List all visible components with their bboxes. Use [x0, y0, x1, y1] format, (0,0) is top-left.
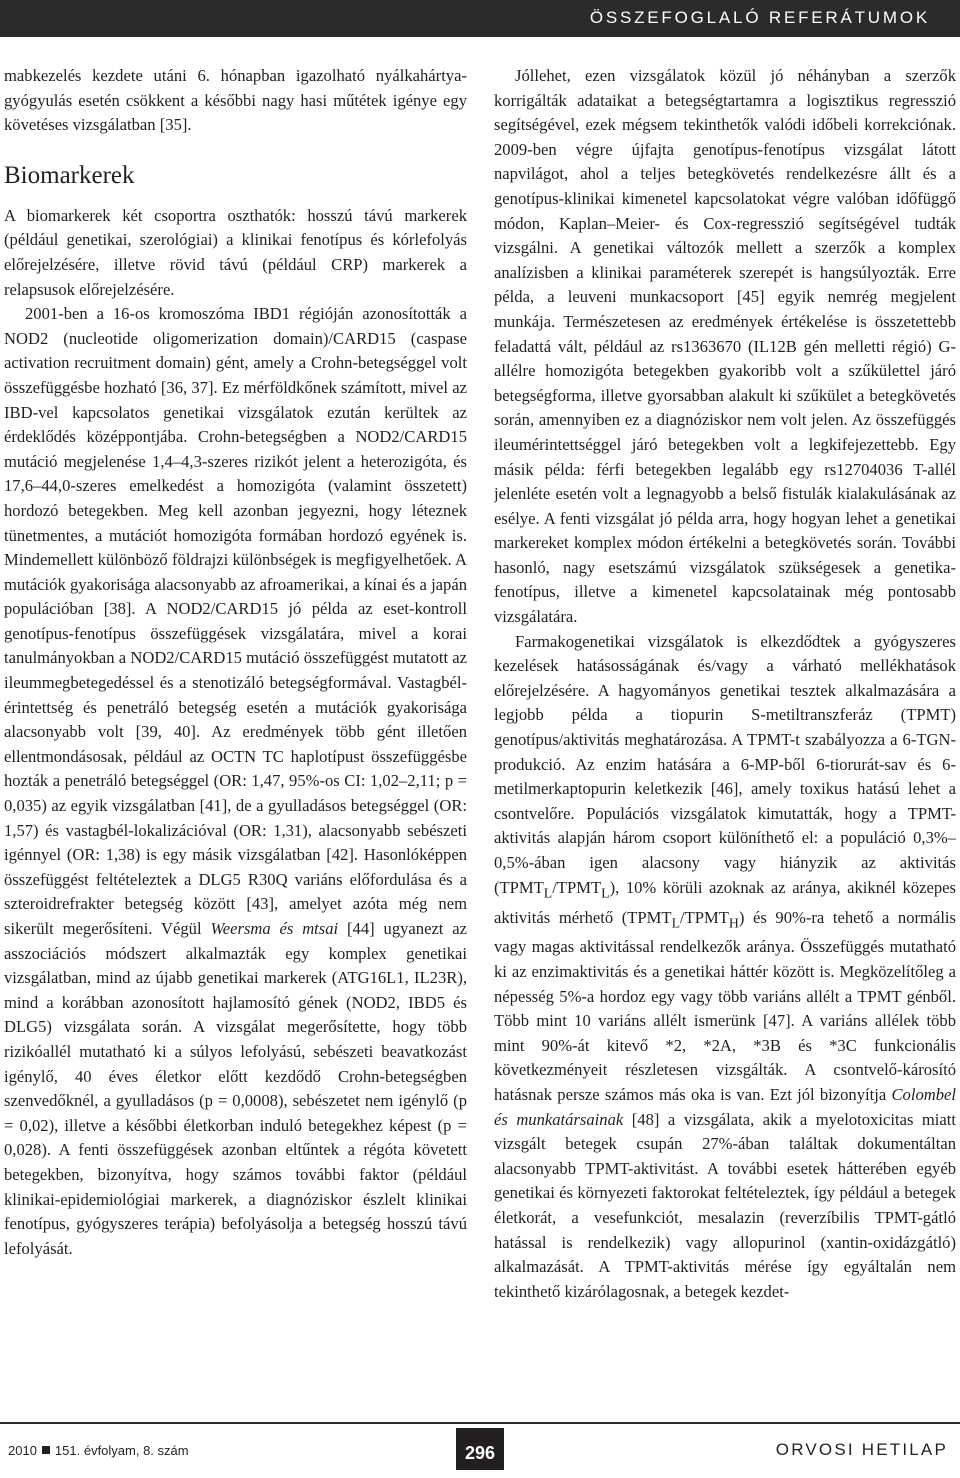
section-title: ÖSSZEFOGLALÓ REFERÁTUMOK: [589, 8, 930, 27]
right-column: [494, 64, 956, 1414]
pharmaco-slash-a: /TPMT: [552, 877, 602, 897]
paragraph-biomarkers-intro: A biomarkerek két csoportra oszthatók: hosszú távú markerek (például genetikai, szerológiai) a klinikai fenotípus és kórlefolyás előrejelzésére, illetve rövid távú (például CRP) markerek a relapsusok előrejelzésére.: [4, 205, 467, 299]
footer-issue-info: [8, 1443, 189, 1458]
pharmaco-slash-b: /TPMT: [680, 907, 729, 927]
left-column: [4, 64, 467, 1414]
header-bar: [0, 0, 960, 37]
footer-year: 2010: [8, 1443, 37, 1458]
subscript-l: L: [601, 884, 610, 900]
citation-italic: Colombel és munkatársainak: [494, 1084, 956, 1129]
page-number: 296: [456, 1428, 504, 1470]
subscript-l: L: [671, 914, 681, 930]
square-bullet-icon: [42, 1446, 50, 1454]
journal-name: ORVOSI HETILAP: [775, 1440, 948, 1459]
paragraph-nod2-end: [44] ugyanezt az asszociációs módszert alkalmazták egy komplex genetikai vizsgálatban, mind az újabb genetikai markerek (ATG16L1, IL23R), mind a korábban azonosított hajlamosító gének (NOD2, IBD5 és DLG5) vizsgálata során. A vizsgálat megerősítette, hogy több rizikóallél mutatható ki a súlyos lefolyású, sebészeti beavatkozást igénylő, 40 éves életkor előtt kezdődő Crohn-betegségben szenvedőknél, a gyulladásos (p = 0,0008), sebészetet nem igénylő (p = 0,02), illetve a későbbi életkorban induló betegekhez képest (p = 0,028). A fenti összefüggések azonban eltűntek a régóta követett betegekben, bizonyítva, hogy számos további faktor (például klinikai-epidemiológiai markerek, a diagnóziskor észlelt klinikai fenotípus, gyógyszeres terápia) befolyásolja a betegség hosszú távú lefolyását.: [4, 919, 467, 1258]
paragraph-genotype-phenotype: Jóllehet, ezen vizsgálatok közül jó néhányban a szerzők korrigálták adataikat a betegségtartamra a logisztikus regresszió segítségével, ezek mégsem tekinthetők valódi időbeli korrekciónak. 2009-ben végre újfajta genotípus-fenotípus vizsgálat látott napvilágot, ahol a teljes betegkövetés rendelkezésre állt és a genotípus-klinikai kimenetel kapcsolatokat végre valóban időfüggő módon, Kaplan–Meier- és Cox-regresszió segítségével tudták vizsgálni. A genetikai változók mellett a szerzők a komplex analízisben a klinikai paraméterek szerepét is hangsúlyozták. Erre példa, a leuveni munkacsoport [45] egyik nemrég megjelent munkája. Természetesen az eredmények értékelése is összetettebb feladattá vált, például az rs1363670 (IL12B gén melletti régió) G-allélre homozigóta betegekben gyakoribb volt a szűkülettel járó betegségforma, illetve gyorsabban alakult ki szűkület a betegkövetés során, amennyiben ez a diagnóziskor nem volt jelen. Az összefüggés ileumérintettséggel járó betegekben volt a legkifejezettebb. Egy másik példa: férfi betegekben legalább egy rs12704036 T-allél jelenléte esetén volt a legnagyobb a belső fistulák kialakulásának az esélye. A fenti vizsgálat jó példa arra, hogy hogyan lehet a genetikai markereket komplex módon értékelni a betegkövetés során. További hasonló, nagy esetszámú vizsgálatok szükségesek a genetika-fenotípus, illetve a kimenetel kapcsolatainak még pontosabb vizsgálatára.: [494, 66, 956, 627]
paragraph-continuation: mabkezelés kezdete utáni 6. hónapban igazolható nyálkahártya-gyógyulás esetén csökkent a későbbi nagy hasi műtétek igénye egy követéses vizsgálatban [35].: [4, 66, 467, 135]
pharmaco-text-d: [48] a vizsgálata, akik a myelotoxicitas miatt vizsgált betegek csupán 27%-ában találtak dokumentáltan alacsonyabb TPMT-aktivitást. A további esetek hátterében egyéb genetikai és környezeti faktorokat feltételeztek, így például a betegek életkorát, a vesefunkciót, mesalazin (reverzíbilis TPMT-gátló hatással is rendelkezik) vagy allopurinol (xantin-oxidázgátló) alkalmazását. A TPMT-aktivitás mérése így egyáltalán nem tekinthető kizárólagosnak, a betegek kezdet-: [494, 1109, 956, 1301]
paragraph-nod2-text: 2001-ben a 16-os kromoszóma IBD1 régióján azonosították a NOD2 (nucleotide oligomerization domain)/CARD15 (caspase activation recruitment domain) gént, amely a Crohn-betegséggel volt összefüggésbe hozható [36, 37]. Ez mérföldkőnek számított, mivel az IBD-vel kapcsolatos genetikai vizsgálatok ezután kerültek az érdeklődés középpontjába. Crohn-betegségben a NOD2/CARD15 mutáció megjelenése 1,4–4,3-szeres rizikót jelent a heterozigóta, és 17,6–44,0-szeres emelkedést a homozigóta (valamint összetett) hordozó betegekben. Meg kell azonban jegyezni, hogy léteznek tünetmentes, a mutációt homozigóta formában hordozó egyének is. Mindemellett különböző földrajzi különbségek is megfigyelhetőek. A mutációk gyakorisága alacsonyabb az afroamerikai, a kínai és a japán populációban [38]. A NOD2/CARD15 jó példa az eset-kontroll genotípus-fenotípus összefüggések vizsgálatára, mivel a korai tanulmányokban a NOD2/CARD15 mutáció összefüggést mutatott az ileummegbetegedéssel és a stenotizáló betegségformával. Vastagbél-érintettség és penetráló betegség esetén a mutációk gyakorisága alacsonyabb volt [39, 40]. Az eredmények több gént illetően ellentmondásosak, például az OCTN TC haplotípust összefüggésbe hozták a penetráló betegséggel (OR: 1,47, 95%-os CI: 1,02–2,11; p = 0,035) az egyik vizsgálatban [41], de a gyulladásos betegséggel (OR: 1,57) és vastagbél-lokalizációval (OR: 1,31), alacsonyabb sebészeti igénnyel (OR: 1,38) is egy másik vizsgálatban [42]. Hasonlóképpen összefüggést feltételeztek a DLG5 R30Q variáns előfordulása és a szteroidrefrakter betegség között [43], amelyet azóta még nem sikerült megerősíteni. Végül: [4, 304, 467, 938]
subscript-h: H: [728, 914, 739, 930]
citation-italic: Weersma és mtsai: [210, 919, 339, 938]
footer-volume: 151. évfolyam, 8. szám: [54, 1443, 189, 1458]
subscript-l: L: [543, 884, 553, 900]
footer-rule: [0, 1422, 960, 1424]
pharmaco-text-a: Farmakogenetikai vizsgálatok is elkezdődtek a gyógyszeres kezelések hatásosságának és/vagy a várható mellékhatások előrejelzésére. A hagyományos genetikai tesztek alkalmazására a legjobb példa a tiopurin S-metiltranszferáz (TPMT) genotípus/aktivitás meghatározása. A TPMT-t szabályozza a 6-TGN-produkció. Az enzim hatására a 6-MP-ből 6-tiorurát-sav és 6-metilmerkaptopurin keletkezik [46], amely toxikus hatású lehet a csontvelőre. Populációs vizsgálatok kimutatták, hogy a TPMT-aktivitás alapján három csoport különíthető el: a populáció 0,3%–0,5%-ában igen alacsony vagy hiányzik az aktivitás (TPMT: [494, 631, 956, 897]
pharmaco-text-b: ), 10% körüli azoknak az aránya, akiknél közepes aktivitás mérhető (TPMT: [494, 877, 956, 927]
pharmaco-text-c: ) és 90%-ra tehető a normális vagy magas aktivitással rendelkezők aránya. Összefüggés mutatható ki az enzimaktivitás és a genetikai háttér között is. Megközelítőleg a népesség 5%-a hordoz egy vagy több variáns allélt a TPMT génből. Több mint 10 variáns allélt ismerünk [47]. A variáns allélek több mint 90%-át kitevő *2, *2A, *3B és *3C funkcionális következményeit részletesen vizsgálták. A csontvelő-károsító hatásnak persze számos más oka is van. Ezt jól bizonyítja: [494, 907, 956, 1104]
paragraph-pharmacogenetics: [494, 630, 956, 1305]
paragraph-nod2: [4, 302, 467, 1261]
section-heading: Biomarkerek: [4, 161, 135, 189]
